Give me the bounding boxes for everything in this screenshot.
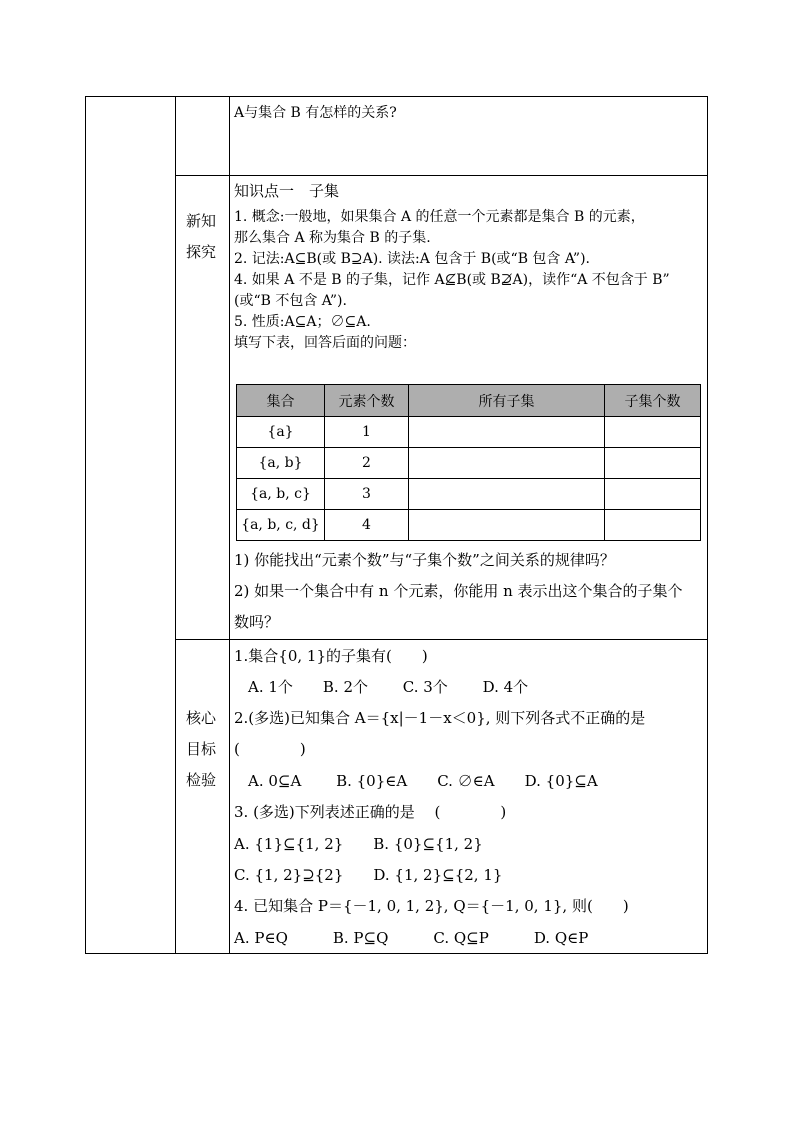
question-1: 1) 你能找出“元素个数”与“子集个数”之间关系的规律吗？ (234, 551, 615, 569)
subset-table (236, 384, 701, 541)
table-row (237, 510, 701, 541)
table-row (237, 479, 701, 510)
subset-count-blank-cell[interactable] (605, 510, 701, 541)
question-2-line-1: 2) 如果一个集合中有 n 个元素，你能用 n 表示出这个集合的子集个 (234, 582, 683, 600)
row1-text: A与集合 B 有怎样的关系? (234, 105, 397, 121)
exercise-4: 4. 已知集合 P＝{－1, 0, 1, 2}, Q＝{－1, 0, 1}, 则( ) (234, 897, 629, 915)
header-element-count: 元素个数 (325, 385, 409, 417)
count-cell: 3 (325, 479, 409, 510)
set-cell: {a, b} (237, 448, 325, 479)
subset-count-blank-cell[interactable] (605, 417, 701, 448)
exercise-4-options: A. P∈Q B. P⊆Q C. Q⊆P D. Q∈P (234, 929, 589, 947)
exercise-2-options: A. 0⊆A B. {0}∈A C. ∅∈A D. {0}⊆A (248, 772, 598, 790)
subset-count-blank-cell[interactable] (605, 448, 701, 479)
header-set: 集合 (237, 385, 325, 417)
not-subset-line-2: (或“B 不包含 A”). (234, 293, 347, 309)
count-cell: 4 (325, 510, 409, 541)
concept-line-2: 那么集合 A 称为集合 B 的子集. (234, 230, 431, 246)
column-divider-1 (175, 97, 176, 953)
exercise-2: 2.(多选)已知集合 A＝{x|－1－x＜0}, 则下列各式不正确的是 (234, 709, 646, 727)
exercise-1-options: A. 1个 B. 2个 C. 3个 D. 4个 (248, 678, 529, 696)
exercise-2-blank: ( ) (234, 740, 306, 758)
subset-count-blank-cell[interactable] (605, 479, 701, 510)
exercise-3: 3. (多选)下列表述正确的是 ( ) (234, 803, 507, 821)
row-divider-2 (175, 639, 707, 640)
subset-table-header (237, 385, 701, 417)
concept-line-1: 1. 概念:一般地，如果集合 A 的任意一个元素都是集合 B 的元素， (234, 209, 645, 225)
knowledge-heading: 知识点一 子集 (234, 182, 340, 200)
count-cell: 1 (325, 417, 409, 448)
set-cell: {a} (237, 417, 325, 448)
count-cell: 2 (325, 448, 409, 479)
header-all-subsets: 所有子集 (409, 385, 605, 417)
section3-label-line3: 检验 (186, 771, 217, 789)
subsets-blank-cell[interactable] (409, 510, 605, 541)
exercise-1: 1.集合{0, 1}的子集有( ) (234, 647, 428, 665)
instruction-line: 填写下表，回答后面的问题： (234, 335, 416, 351)
exercise-3-options-ab: A. {1}⊆{1, 2} B. {0}⊆{1, 2} (234, 835, 483, 853)
section-label-line1: 新知 (186, 212, 217, 230)
set-cell: {a, b, c} (237, 479, 325, 510)
section-label-line2: 探究 (186, 243, 217, 261)
section3-label-line1: 核心 (186, 709, 217, 727)
row-divider-1 (175, 175, 707, 176)
subsets-blank-cell[interactable] (409, 448, 605, 479)
subsets-blank-cell[interactable] (409, 479, 605, 510)
column-divider-2 (229, 97, 230, 953)
table-row (237, 417, 701, 448)
section3-label-line2: 目标 (186, 740, 217, 758)
not-subset-line-1: 4. 如果 A 不是 B 的子集，记作 A⊈B(或 B⊉A)，读作“A 不包含于 B” (234, 272, 670, 288)
table-row (237, 448, 701, 479)
notation-line: 2. 记法:A⊆B(或 B⊇A). 读法:A 包含于 B(或“B 包含 A”). (234, 251, 591, 267)
header-subset-count: 子集个数 (605, 385, 701, 417)
exercise-3-options-cd: C. {1, 2}⊇{2} D. {1, 2}⊆{2, 1} (234, 866, 503, 884)
subsets-blank-cell[interactable] (409, 417, 605, 448)
property-line: 5. 性质:A⊆A；∅⊆A. (234, 314, 371, 330)
set-cell: {a, b, c, d} (237, 510, 325, 541)
question-2-line-2: 数吗？ (234, 613, 280, 631)
